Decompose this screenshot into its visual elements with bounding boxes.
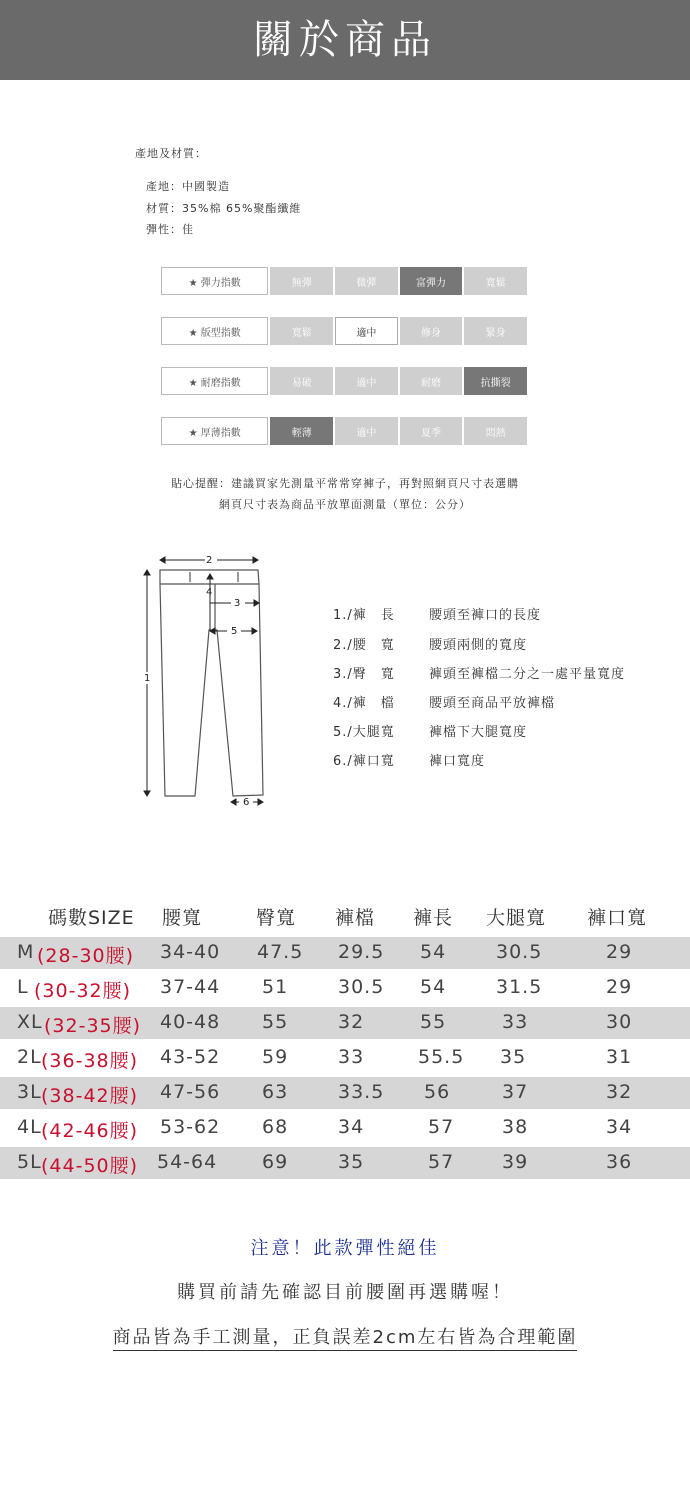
measurement-key: 4./褲 檔 [333, 696, 395, 711]
index-label: ★ 厚薄指數 [161, 417, 268, 445]
index-option: 緊身 [464, 317, 527, 345]
origin-line: 產地：中國製造 [146, 180, 230, 193]
index-option: 修身 [400, 317, 463, 345]
measurement-key: 1./褲 長 [333, 608, 395, 623]
index-option: 夏季 [400, 417, 463, 445]
notice-line-underlined [0, 1323, 690, 1349]
measurement-row [333, 663, 625, 682]
index-option: 寬鬆 [270, 317, 333, 345]
measurement-desc: 褲口寬度 [429, 754, 486, 769]
table-cell: 47.5 [257, 941, 304, 963]
index-option-selected: 適中 [335, 317, 398, 345]
table-cell: 55.5 [418, 1046, 465, 1068]
table-cell: 59 [262, 1046, 289, 1068]
index-option: 適中 [335, 417, 398, 445]
measurement-desc: 腰頭至褲口的長度 [429, 608, 542, 623]
diagram-label-6: 6 [243, 797, 250, 808]
table-header: 褲口寬 [587, 907, 648, 929]
size-code: 3L [17, 1081, 42, 1103]
measurement-row [333, 634, 527, 653]
measurement-key: 2./腰 寬 [333, 638, 395, 653]
index-option: 適中 [335, 367, 398, 395]
table-row [0, 972, 690, 1004]
index-row-thickness [161, 417, 527, 445]
measurement-desc: 褲檔下大腿寬度 [429, 725, 528, 740]
table-cell: 54-64 [157, 1151, 218, 1173]
index-label: ★ 版型指數 [161, 317, 268, 345]
table-cell: 37 [502, 1081, 529, 1103]
index-option-selected: 富彈力 [400, 267, 463, 295]
table-cell: 36 [606, 1151, 633, 1173]
table-cell: 54 [420, 976, 447, 998]
table-cell: 29 [606, 976, 633, 998]
size-code: 5L [17, 1151, 42, 1173]
table-cell: 32 [606, 1081, 633, 1103]
size-range: (32-35腰) [44, 1015, 142, 1037]
measurement-key: 3./臀 寬 [333, 667, 395, 682]
measurement-desc: 腰頭至商品平放褲檔 [429, 696, 556, 711]
size-range: (28-30腰) [37, 945, 135, 967]
table-cell: 39 [502, 1151, 529, 1173]
index-option: 耐磨 [400, 367, 463, 395]
size-range: (44-50腰) [41, 1155, 139, 1177]
table-cell: 30 [606, 1011, 633, 1033]
table-cell: 38 [502, 1116, 529, 1138]
diagram-label-5: 5 [231, 626, 238, 637]
index-row-fit [161, 317, 527, 345]
diagram-label-3: 3 [234, 598, 241, 609]
material-line: 材質：35%棉 65%聚酯纖維 [146, 202, 302, 215]
table-cell: 37-44 [160, 976, 221, 998]
table-row [0, 1042, 690, 1074]
size-range: (36-38腰) [41, 1050, 139, 1072]
table-cell: 34 [338, 1116, 365, 1138]
header-bar [0, 0, 690, 80]
table-cell: 35 [338, 1151, 365, 1173]
measurement-row [333, 750, 485, 769]
table-cell: 30.5 [496, 941, 543, 963]
table-cell: 29.5 [338, 941, 385, 963]
size-range: (38-42腰) [41, 1085, 139, 1107]
table-header: 碼數SIZE [48, 907, 135, 929]
table-cell: 68 [262, 1116, 289, 1138]
diagram-label-4: 4 [206, 587, 213, 598]
table-cell: 35 [500, 1046, 527, 1068]
table-cell: 43-52 [160, 1046, 221, 1068]
index-option: 微彈 [335, 267, 398, 295]
index-option-selected: 抗撕裂 [464, 367, 527, 395]
index-option: 寬鬆 [464, 267, 527, 295]
size-code: XL [17, 1011, 43, 1033]
tip-line: 貼心提醒：建議買家先測量平常常穿褲子，再對照網頁尺寸表選購 [171, 477, 519, 490]
table-cell: 54 [420, 941, 447, 963]
table-header: 臀寬 [256, 907, 297, 929]
measurement-row [333, 692, 555, 711]
pants-diagram [135, 550, 275, 810]
diagram-label-2: 2 [206, 555, 213, 566]
index-option: 悶熱 [464, 417, 527, 445]
table-row [0, 1077, 690, 1109]
table-cell: 56 [424, 1081, 451, 1103]
size-range: (42-46腰) [41, 1120, 139, 1142]
table-header: 褲長 [413, 907, 454, 929]
measurement-disclaimer: 商品皆為手工測量，正負誤差2cm左右皆為合理範圍 [113, 1327, 578, 1351]
table-cell: 31 [606, 1046, 633, 1068]
table-row [0, 1112, 690, 1144]
table-cell: 33 [338, 1046, 365, 1068]
notice-line: 購買前請先確認目前腰圍再選購喔！ [177, 1282, 513, 1303]
index-row-elasticity [161, 267, 527, 295]
size-code: M [17, 941, 35, 963]
table-cell: 31.5 [496, 976, 543, 998]
measurement-row [333, 604, 541, 623]
index-label: ★ 彈力指數 [161, 267, 268, 295]
measurement-desc: 褲頭至褲檔二分之一處平量寬度 [429, 667, 626, 682]
index-option: 易破 [270, 367, 333, 395]
measurement-row [333, 721, 527, 740]
index-row-durability [161, 367, 527, 395]
table-cell: 33 [502, 1011, 529, 1033]
table-cell: 32 [338, 1011, 365, 1033]
table-cell: 33.5 [338, 1081, 385, 1103]
table-cell: 57 [428, 1151, 455, 1173]
index-option-selected: 輕薄 [270, 417, 333, 445]
table-header: 大腿寬 [486, 907, 547, 929]
table-cell: 34-40 [160, 941, 221, 963]
elasticity-line: 彈性：佳 [146, 223, 194, 236]
table-cell: 40-48 [160, 1011, 221, 1033]
table-row [0, 1007, 690, 1039]
table-cell: 63 [262, 1081, 289, 1103]
table-cell: 57 [428, 1116, 455, 1138]
origin-heading: 產地及材質： [135, 147, 207, 160]
table-cell: 53-62 [160, 1116, 221, 1138]
table-cell: 55 [262, 1011, 289, 1033]
index-option: 無彈 [270, 267, 333, 295]
size-code: 2L [17, 1046, 42, 1068]
table-header: 腰寬 [162, 907, 203, 929]
table-cell: 51 [262, 976, 289, 998]
table-cell: 47-56 [160, 1081, 221, 1103]
table-row [0, 937, 690, 969]
measurement-desc: 腰頭兩側的寬度 [429, 638, 528, 653]
measurement-key: 6./褲口寬 [333, 754, 395, 769]
measurement-key: 5./大腿寬 [333, 725, 395, 740]
diagram-label-1: 1 [144, 673, 151, 684]
size-range: (30-32腰) [34, 980, 132, 1002]
size-code: 4L [17, 1116, 42, 1138]
table-cell: 30.5 [338, 976, 385, 998]
page-title: 關於商品 [253, 17, 437, 63]
elasticity-warning: 注意！此款彈性絕佳 [250, 1238, 440, 1259]
table-cell: 69 [262, 1151, 289, 1173]
index-label: ★ 耐磨指數 [161, 367, 268, 395]
table-cell: 55 [420, 1011, 447, 1033]
tip-line: 網頁尺寸表為商品平放單面測量（單位：公分） [219, 498, 471, 511]
table-row [0, 1147, 690, 1179]
table-cell: 34 [606, 1116, 633, 1138]
table-cell: 29 [606, 941, 633, 963]
size-code: L [17, 976, 29, 998]
table-header: 褲檔 [335, 907, 376, 929]
